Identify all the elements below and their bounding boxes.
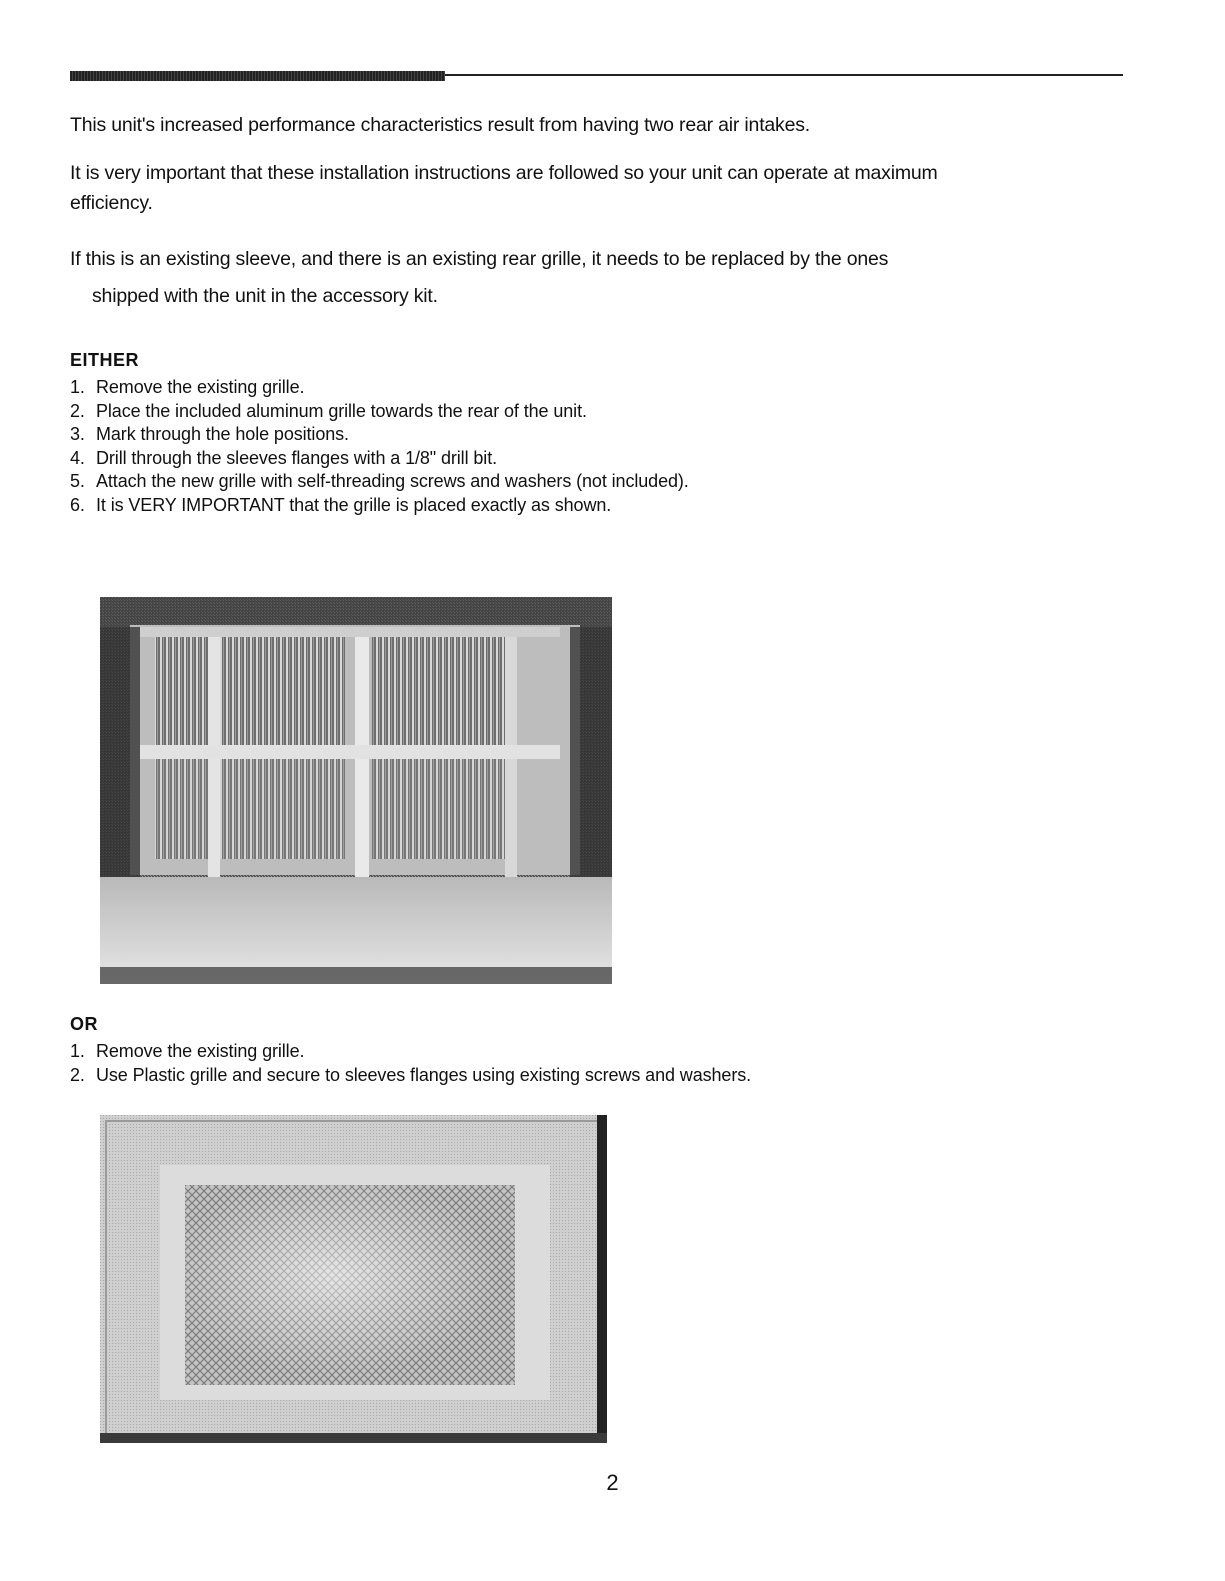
either-step-6-text: It is VERY IMPORTANT that the grille is placed exactly as shown. [96, 494, 612, 515]
intro-paragraph-2-line-2: efficiency. [70, 192, 153, 214]
either-step-4-text: Drill through the sleeves flanges with a 1/8" drill bit. [96, 447, 497, 468]
either-step-3-text: Mark through the hole positions. [96, 424, 349, 444]
intro-paragraph-3-line-2: shipped with the unit in the accessory kit. [92, 285, 438, 307]
or-heading: OR [70, 1014, 98, 1034]
either-step-2-number: 2. [70, 400, 85, 421]
header-bar [70, 71, 445, 81]
intro-paragraph-2-line-1: It is very important that these installation instructions are followed so your unit can operate at maximum [70, 162, 938, 184]
or-step-2-text: Use Plastic grille and secure to sleeves flanges using existing screws and washers. [96, 1064, 752, 1085]
either-heading: EITHER [70, 350, 140, 370]
either-steps [70, 376, 689, 517]
intro-paragraph-2 [70, 158, 938, 218]
or-steps [70, 1040, 751, 1087]
either-step-1-text: Remove the existing grille. [96, 377, 305, 397]
intro-paragraph-3-line-1: If this is an existing sleeve, and there is an existing rear grille, it needs to be replaced by the ones [70, 248, 889, 270]
intro-paragraph-1: This unit's increased performance characteristics result from having two rear air intakes. [70, 114, 811, 136]
intro-paragraph-3 [70, 244, 888, 311]
either-step-5-number: 5. [70, 471, 85, 491]
page-number: 2 [606, 1470, 619, 1495]
either-step-1 [70, 376, 689, 400]
or-step-2-number: 2. [70, 1064, 85, 1085]
or-step-1-text: Remove the existing grille. [96, 1041, 305, 1061]
either-step-1-number: 1. [70, 377, 85, 397]
aluminum-grille-photo [100, 597, 612, 984]
either-step-2-text: Place the included aluminum grille towards the rear of the unit. [96, 400, 587, 421]
or-step-1 [70, 1040, 751, 1064]
header-rule [445, 74, 1123, 76]
either-step-5-text: Attach the new grille with self-threading screws and washers (not included). [96, 471, 689, 491]
either-step-6 [70, 494, 689, 518]
either-step-3-number: 3. [70, 424, 85, 444]
either-step-4 [70, 447, 689, 471]
either-step-5 [70, 470, 689, 494]
either-step-4-number: 4. [70, 447, 85, 468]
or-step-1-number: 1. [70, 1041, 85, 1061]
either-step-3 [70, 423, 689, 447]
plastic-grille-photo [100, 1115, 607, 1443]
either-step-2 [70, 400, 689, 424]
or-step-2 [70, 1064, 751, 1088]
either-step-6-number: 6. [70, 494, 85, 515]
